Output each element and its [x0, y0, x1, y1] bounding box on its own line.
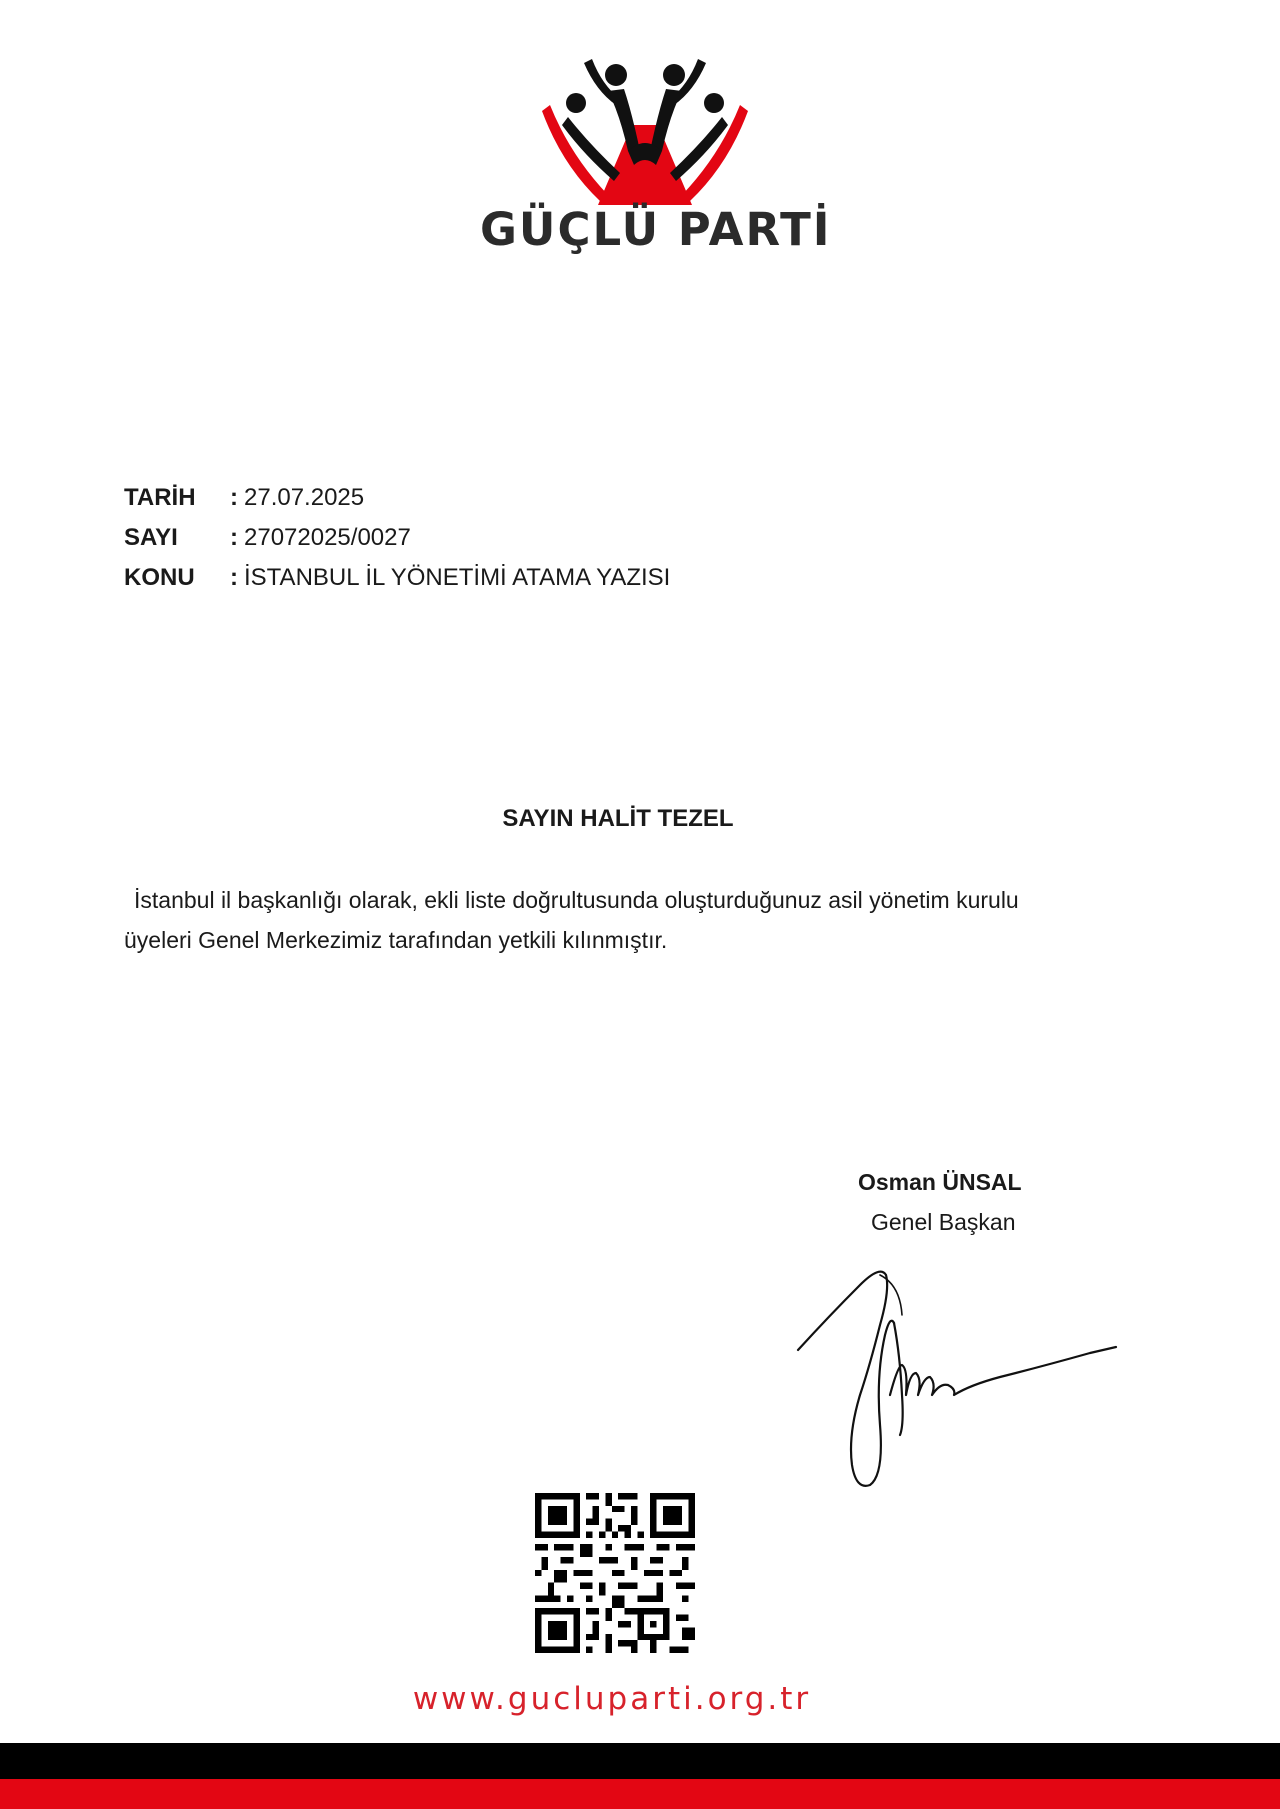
signatory-name: Osman ÜNSAL [858, 1169, 1022, 1195]
body-line: üyeleri Genel Merkezimiz tarafından yetkili kılınmıştır. [124, 927, 668, 953]
meta-row-date [124, 478, 670, 518]
subject-value: İSTANBUL İL YÖNETİMİ ATAMA YAZISI [244, 564, 671, 591]
subject-label: KONU [124, 564, 195, 591]
meta-row-number [124, 518, 670, 558]
party-logo [480, 55, 832, 260]
subject-separator: : [230, 564, 238, 591]
handwritten-signature [790, 1245, 1120, 1495]
signatory-title: Genel Başkan [871, 1209, 1016, 1235]
number-label: SAYI [124, 524, 178, 551]
meta-row-subject [124, 558, 670, 598]
number-separator: : [230, 524, 238, 551]
date-separator: : [230, 484, 238, 511]
people-figures-logo-icon [480, 55, 810, 205]
date-value: 27.07.2025 [244, 484, 365, 511]
number-value: 27072025/0027 [244, 524, 411, 551]
qr-code-icon [535, 1493, 695, 1653]
document-meta [124, 478, 670, 598]
website-link[interactable]: www.gucluparti.org.tr [412, 1681, 812, 1717]
recipient-heading: SAYIN HALİT TEZEL [502, 805, 734, 832]
footer-bar-black [0, 1743, 1280, 1779]
letter-body [124, 880, 1144, 960]
body-line: İstanbul il başkanlığı olarak, ekli liste doğrultusunda oluşturduğunuz asil yönetim kurulu [134, 887, 1019, 913]
date-label: TARİH [124, 484, 196, 511]
footer-bar-red [0, 1779, 1280, 1809]
logo-wordmark: GÜÇLÜ PARTİ [480, 203, 832, 256]
